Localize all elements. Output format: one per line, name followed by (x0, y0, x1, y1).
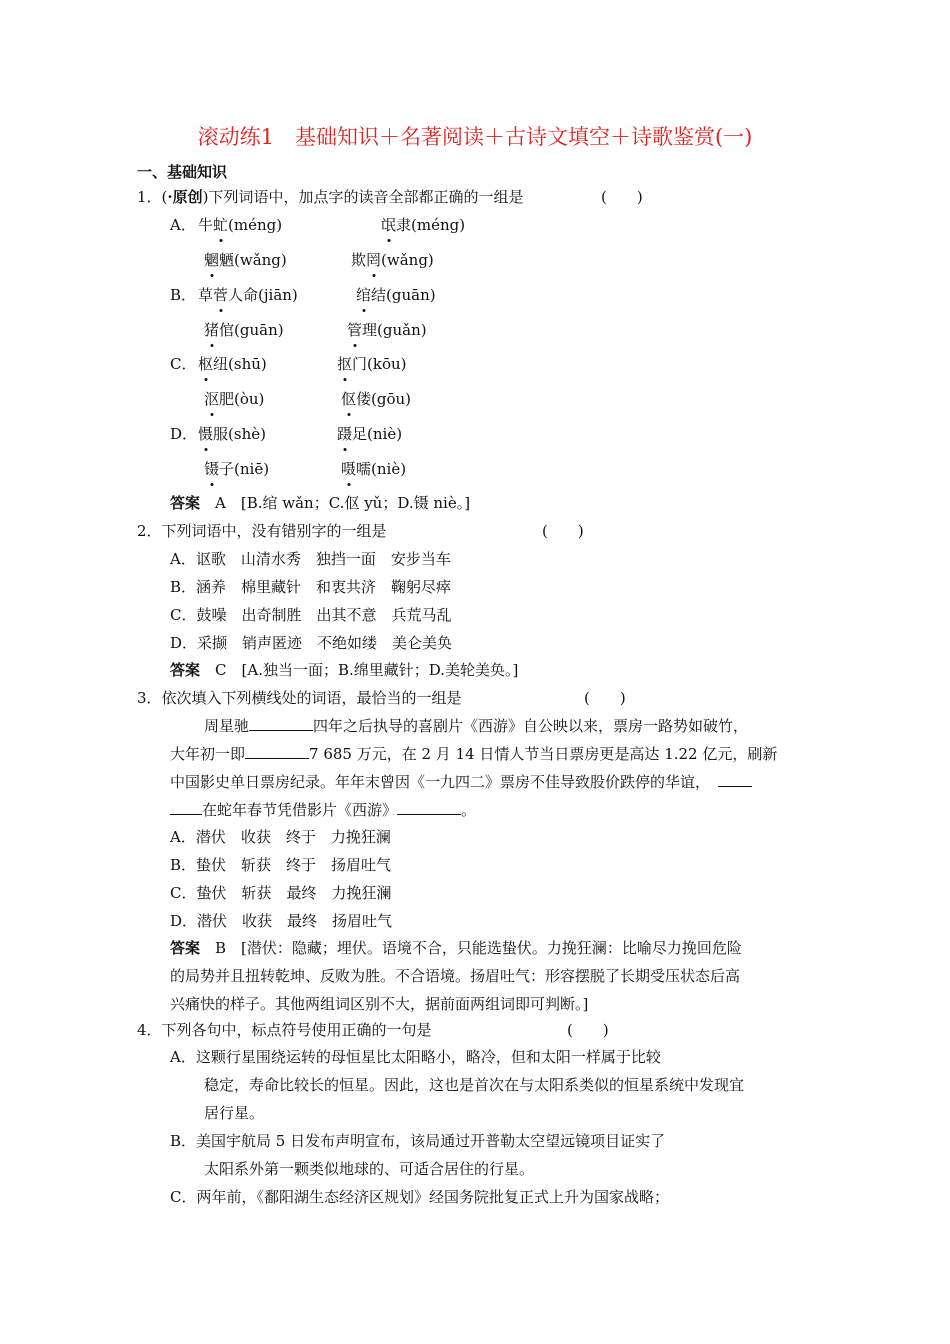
emphasis-dot-char: 魍 (204, 251, 220, 269)
q1-d-item-1: 慑服(shè) (198, 425, 266, 443)
fill-blank (718, 772, 752, 787)
emphasis-dot-char: 罔 (366, 251, 382, 269)
q1-d-item-2: 蹑足(niè) (337, 425, 403, 443)
q1-num: 1．( (137, 188, 168, 206)
q3-option-c: C．蛰伏 斩获 最终 力挽狂澜 (170, 884, 392, 902)
answer-text: C [A.独当一面；B.绵里藏针；D.美轮美奂。] (215, 661, 519, 679)
emphasis-dot-char: 镊 (204, 460, 220, 478)
section-heading-basic: 一、基础知识 (137, 163, 228, 181)
q3-passage-line-2: 大年初一即 7 685 万元，在 2 月 14 日情人节当日票房更是高达 1.22 亿元，刷新 (170, 745, 778, 763)
fill-blank (249, 716, 313, 731)
q1-b-item-4: 管理(guǎn) (347, 321, 427, 339)
q1-option-a-label: A． (170, 216, 196, 234)
fill-blank (245, 744, 309, 759)
answer-text: A [B.绾 wǎn；C.伛 yǔ；D.镊 niè。] (215, 494, 471, 512)
q4-option-c-line-1: C．两年前，《鄱阳湖生态经济区规划》经国务院批复正式上升为国家战略； (170, 1188, 669, 1206)
fill-blank (397, 800, 461, 815)
q1-c-item-4: 伛偻(gōu) (341, 390, 412, 408)
q1-a-item-3: 魍魉(wǎng) (204, 251, 287, 269)
q1-c-item-3: 沤肥(òu) (204, 390, 265, 408)
q1-option-c-label: C． (170, 355, 197, 373)
q3-passage-line-3: 中国影史单日票房纪录。年年末曾因《一九四二》票房不佳导致股价跌停的华谊， (170, 772, 752, 792)
q2-option-d: D．采撷 销声匿迹 不绝如缕 美仑美奂 (170, 634, 453, 652)
answer-label: 答案 (170, 661, 201, 679)
q2-answer (170, 660, 518, 680)
emphasis-dot-char: 沤 (204, 390, 220, 408)
q1-c-item-2: 抠门(kōu) (337, 355, 407, 373)
q1-answer (170, 493, 470, 513)
question-3-stem: 3．依次填入下列横线处的词语，最恰当的一组是 (137, 689, 462, 707)
q4-option-a-line-2: 稳定，寿命比较长的恒星。因此，这也是首次在与太阳系类似的恒星系统中发现宜 (204, 1076, 745, 1094)
emphasis-dot-char: 慑 (198, 425, 214, 443)
q1-c-item-1: 枢纽(shū) (198, 355, 267, 373)
q4-option-a-line-1: A．这颗行星围绕运转的母恒星比太阳略小，略冷，但和太阳一样属于比较 (170, 1048, 661, 1066)
q3-passage-line-1: 周星驰 四年之后执导的喜剧片《西游》自公映以来，票房一路势如破竹， (204, 717, 749, 735)
emphasis-dot-char: 抠 (337, 355, 353, 373)
q2-option-c: C．鼓噪 出奇制胜 出其不意 兵荒马乱 (170, 606, 452, 624)
q3-answer-line-1 (170, 938, 742, 958)
q1-option-d-label: D． (170, 425, 198, 443)
emphasis-dot-char: 氓 (381, 216, 397, 234)
emphasis-dot-char: 虻 (213, 216, 229, 234)
emphasis-dot-char: 蹑 (337, 425, 353, 443)
question-3-paren: ( ) (584, 689, 626, 707)
q1-a-item-2: 氓隶(méng) (381, 216, 466, 234)
q1-stem-text: )下列词语中，加点字的读音全部都正确的一组是 (202, 188, 524, 206)
q2-option-b: B．涵养 棉里藏针 和衷共济 鞠躬尽瘁 (170, 578, 452, 596)
answer-label: 答案 (170, 494, 201, 512)
q3-answer-line-2: 的局势并且扭转乾坤、反败为胜。不合语境。扬眉吐气：形容摆脱了长期受压状态后高 (170, 967, 741, 985)
emphasis-dot-char: 嗫 (341, 460, 357, 478)
q1-b-item-2: 绾结(guān) (356, 286, 436, 304)
emphasis-dot-char: 绾 (356, 286, 372, 304)
q1-a-item-4: 欺罔(wǎng) (351, 251, 434, 269)
question-1-stem (137, 187, 524, 207)
q2-option-a: A．讴歌 山清水秀 独挡一面 安步当车 (170, 550, 451, 568)
q4-option-b-line-1: B．美国宇航局 5 日发布声明宣布，该局通过开普勒太空望远镜项目证实了 (170, 1132, 666, 1150)
answer-text: B [潜伏：隐藏；埋伏。语境不合，只能选蛰伏。力挽狂澜：比喻尽力挽回危险 (215, 939, 742, 957)
q3-answer-line-3: 兴痛快的样子。其他两组词区别不大，据前面两组词即可判断。] (170, 995, 589, 1013)
q1-d-item-4: 嗫嚅(niè) (341, 460, 407, 478)
q1-tag: ·原创 (167, 188, 203, 206)
emphasis-dot-char: 枢 (198, 355, 214, 373)
fill-blank (170, 800, 202, 815)
answer-label: 答案 (170, 939, 201, 957)
q1-option-b-label: B． (170, 286, 197, 304)
emphasis-dot-char: 管 (347, 321, 363, 339)
question-1-paren: ( ) (601, 188, 643, 206)
q1-d-item-3: 镊子(niē) (204, 460, 270, 478)
q4-option-b-line-2: 太阳系外第一颗类似地球的、可适合居住的行星。 (204, 1160, 535, 1178)
emphasis-dot-char: 伛 (341, 390, 357, 408)
q3-option-a: A．潜伏 收获 终于 力挽狂澜 (170, 828, 391, 846)
q1-b-item-1: 草菅人命(jiān) (198, 286, 298, 304)
question-4-stem: 4．下列各句中，标点符号使用正确的一句是 (137, 1021, 432, 1039)
question-2-paren: ( ) (542, 522, 584, 540)
q4-option-a-line-3: 居行星。 (204, 1104, 265, 1122)
q3-option-b: B．蛰伏 斩获 终于 扬眉吐气 (170, 856, 392, 874)
q3-passage-line-4: 在蛇年春节凭借影片《西游》 。 (170, 800, 476, 820)
q3-option-d: D．潜伏 收获 最终 扬眉吐气 (170, 912, 393, 930)
q1-a-item-1: 牛虻(méng) (198, 216, 283, 234)
question-4-paren: ( ) (567, 1021, 609, 1039)
emphasis-dot-char: 猪 (204, 321, 220, 339)
question-2-stem: 2．下列词语中，没有错别字的一组是 (137, 522, 387, 540)
emphasis-dot-char: 菅 (213, 286, 229, 304)
q1-b-item-3: 猪倌(guān) (204, 321, 284, 339)
page-title: 滚动练1 基础知识＋名著阅读＋古诗文填空＋诗歌鉴赏(一) (197, 125, 753, 149)
